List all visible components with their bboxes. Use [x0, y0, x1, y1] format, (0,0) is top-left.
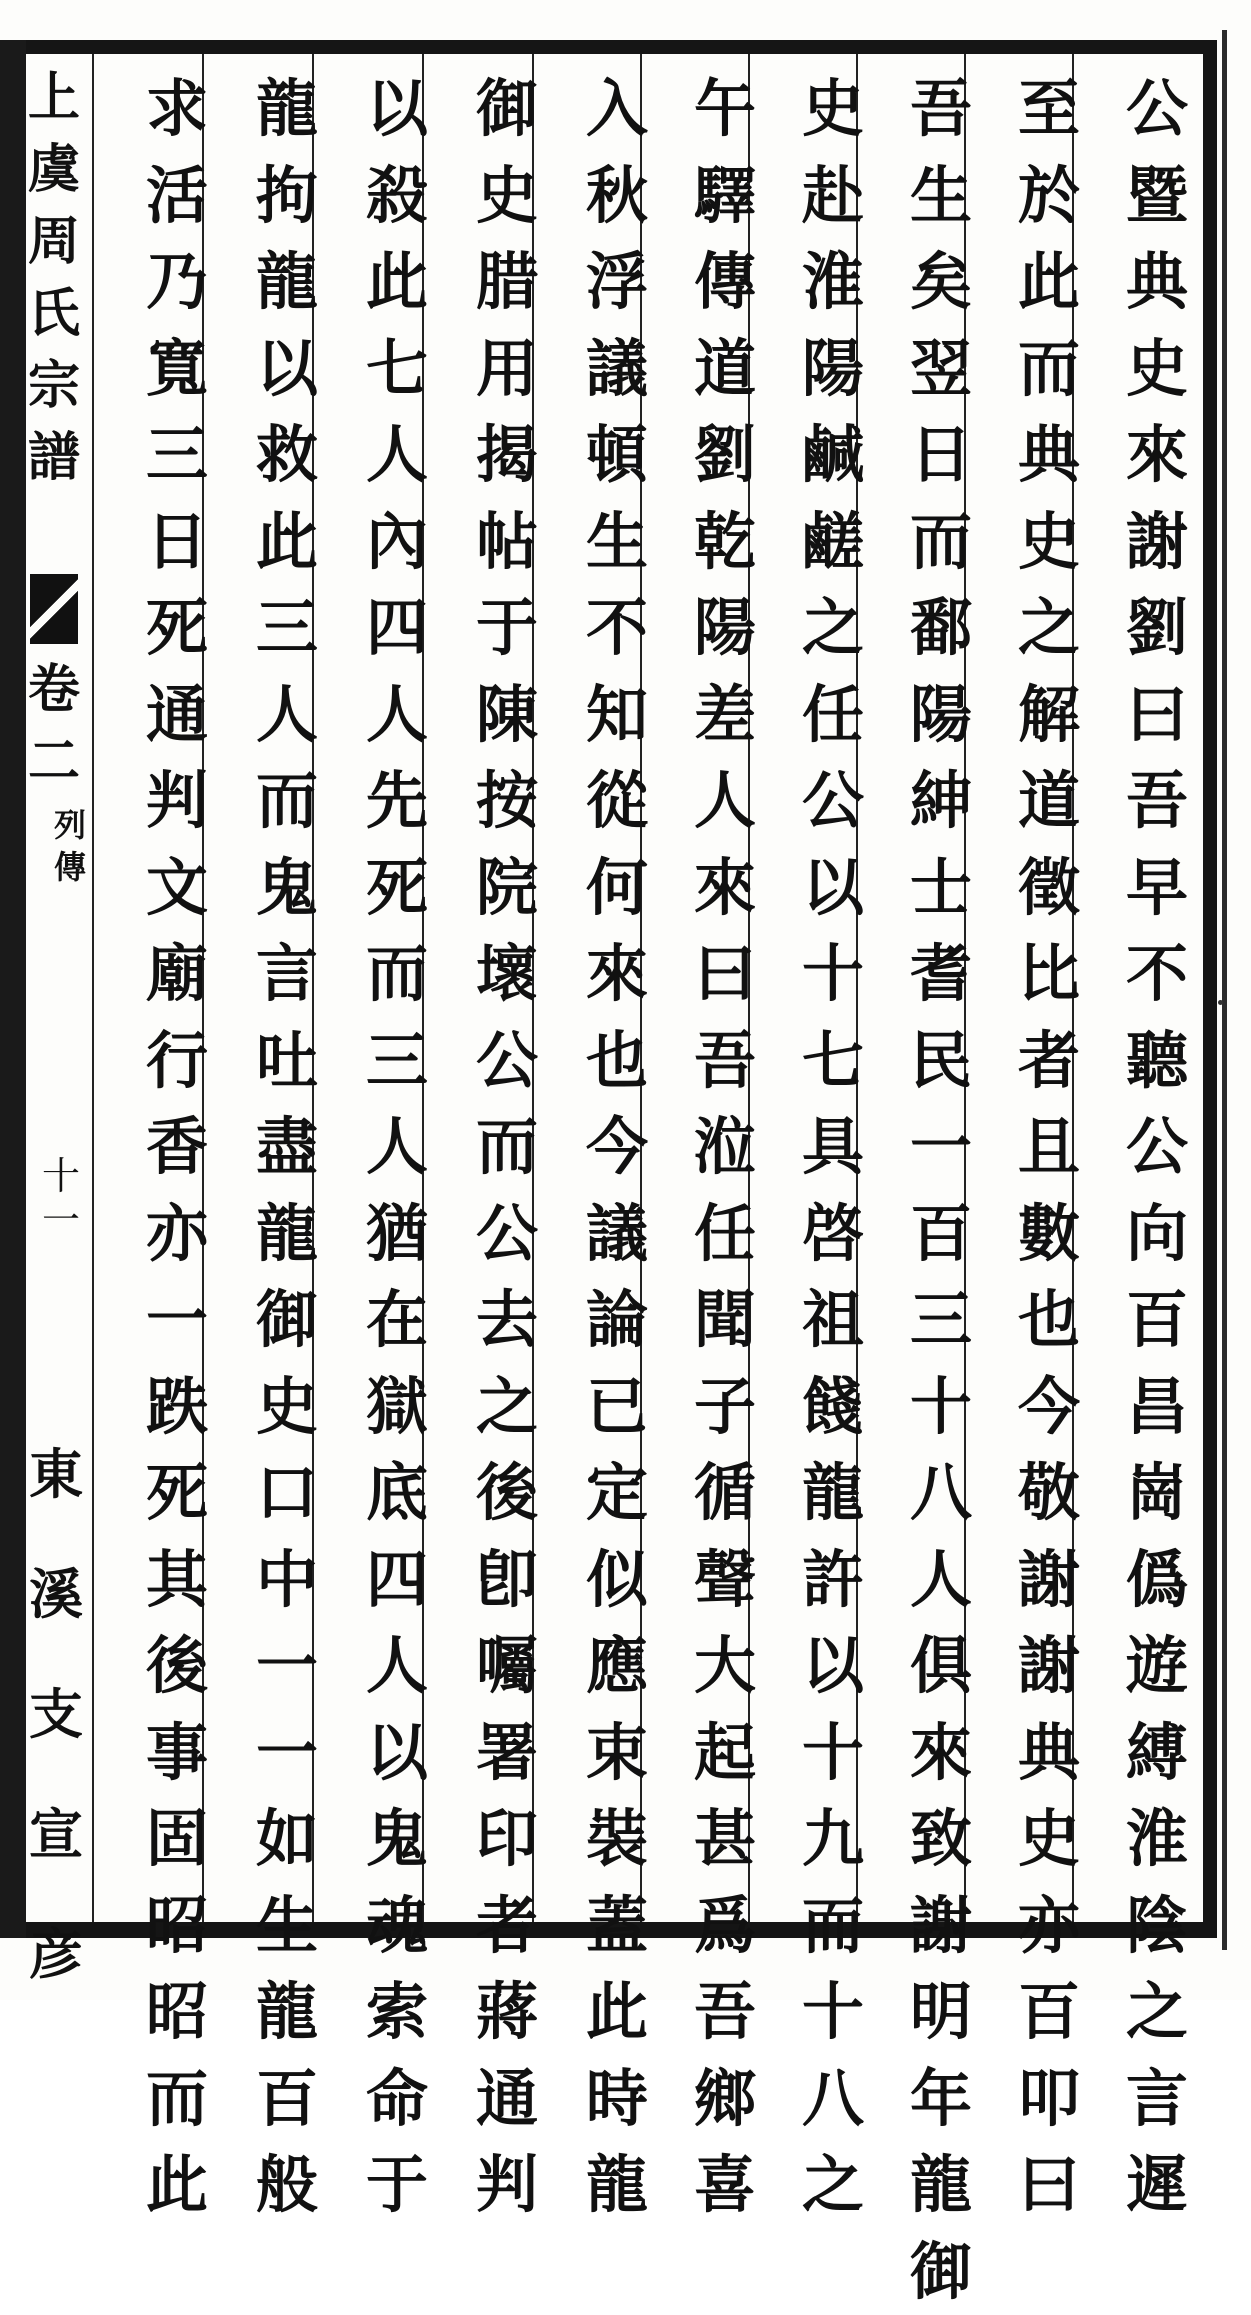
text-column-2: 至 於 此 而 典 史 之 解 道 徵 比 者 且 數 也 今 敬 謝 謝 典 史 亦 百 叩 曰 [1017, 72, 1080, 2221]
ink-speck [1218, 1000, 1223, 1005]
text-column-6: 入 秋 浮 議 頓 生 不 知 從 何 來 也 今 議 論 已 定 似 應 束 裝 蓋 此 時 龍 [585, 72, 648, 2221]
fish-tail-mark-icon [30, 574, 78, 644]
text-column-9: 龍 拘 龍 以 救 此 三 人 而 鬼 言 吐 盡 龍 御 史 口 中 一 一 如 生 龍 百 般 [255, 72, 318, 2221]
column-divider [92, 54, 94, 1922]
text-column-3: 吾 生 矣 翌 日 而 鄱 陽 紳 士 耆 民 一 百 三 十 八 人 俱 來 致 謝 明 年 龍 御 [909, 72, 972, 2308]
folio-number: 十 一 [41, 1154, 80, 1242]
hall-name: 東 溪 支 宣 彦 [29, 1442, 83, 1986]
frame-top-border [20, 40, 1215, 54]
page-edge-line [1222, 30, 1227, 1950]
frame-right-border [1203, 40, 1217, 1938]
text-column-1: 公 暨 典 史 來 謝 劉 曰 吾 早 不 聽 公 向 百 昌 崗 僞 遊 縛 淮 陰 之 言 遲 [1125, 72, 1188, 2221]
book-title: 上 虞 周 氏 宗 譜 [27, 67, 80, 488]
text-column-10: 求 活 乃 寬 三 日 死 通 判 文 廟 行 香 亦 一 跌 死 其 後 事 固 昭 昭 而 此 [145, 72, 208, 2221]
text-column-7: 御 史 腊 用 揭 帖 于 陳 按 院 壞 公 而 公 去 之 後 卽 囑 署 印 者 蔣 通 判 [475, 72, 538, 2221]
text-column-8: 以 殺 此 七 人 內 四 人 先 死 而 三 人 猶 在 獄 底 四 人 以 鬼 魂 索 命 于 [365, 72, 428, 2221]
text-column-4: 史 赴 淮 陽 鹹 鹺 之 任 公 以 十 七 具 啓 祖 餞 龍 許 以 十 九 而 十 八 之 [801, 72, 864, 2221]
text-column-5: 午 驛 傳 道 劉 乾 陽 差 人 來 曰 吾 涖 任 聞 子 循 聲 大 起 甚 爲 吾 鄉 喜 [693, 72, 756, 2221]
margin-column [26, 54, 92, 1986]
volume-label: 卷 二 [27, 659, 80, 792]
section-label: 列 傳 [53, 806, 86, 886]
frame-left-border [0, 40, 26, 1938]
